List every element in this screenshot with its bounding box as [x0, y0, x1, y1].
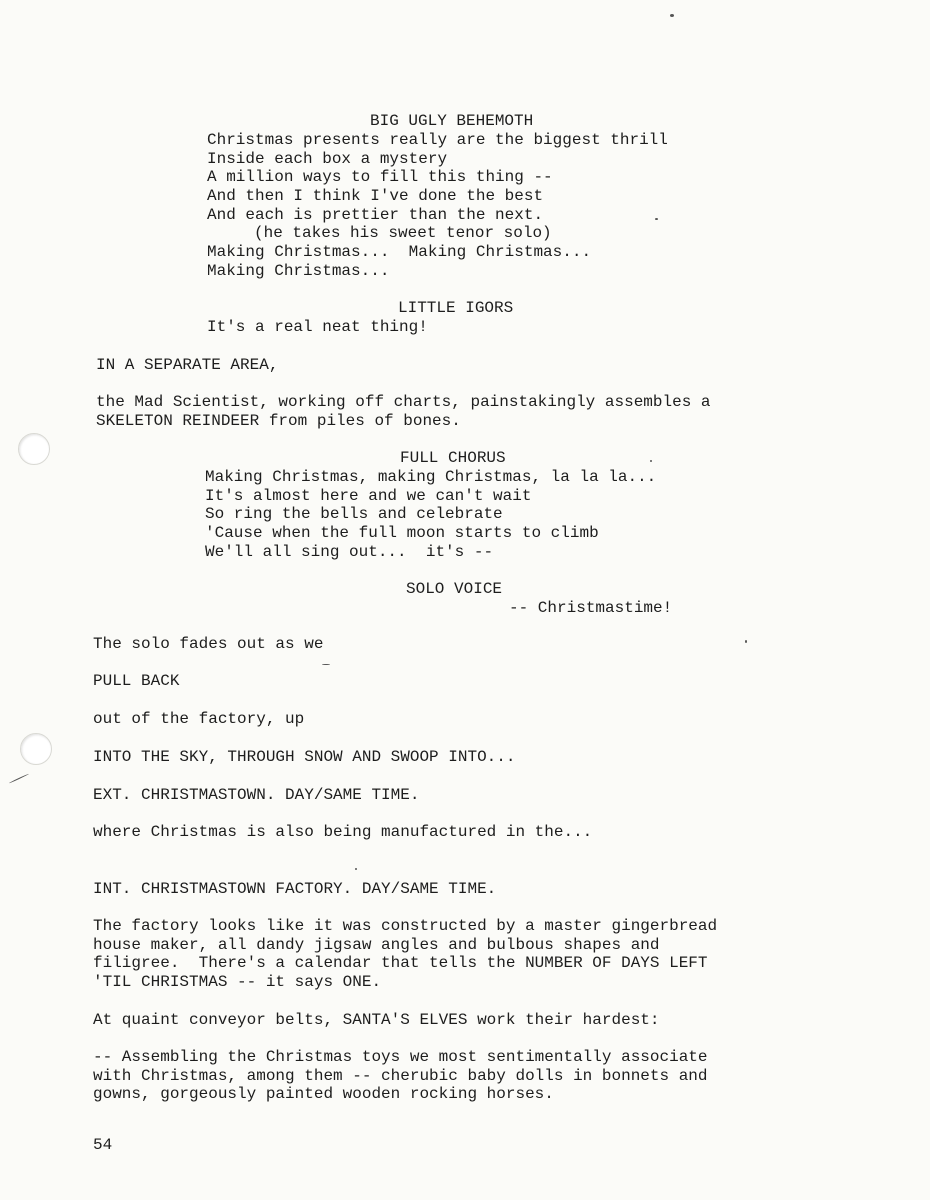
paper-speck — [355, 868, 357, 870]
script-character-line: SOLO VOICE — [406, 580, 503, 598]
script-dialogue-line: And each is prettier than the next. — [207, 205, 544, 224]
script-dialogue-line: It's almost here and we can't wait — [205, 486, 532, 505]
script-action-line: out of the factory, up — [93, 710, 305, 728]
script-dialogue-line: 'Cause when the full moon starts to climb — [205, 524, 599, 543]
script-dialogue-line: Inside each box a mystery — [207, 149, 448, 168]
script-action-line: -- Assembling the Christmas toys we most sentimentally associate — [93, 1048, 708, 1066]
script-action-line: INT. CHRISTMASTOWN FACTORY. DAY/SAME TIME. — [93, 880, 497, 898]
paper-speck — [9, 773, 29, 783]
script-character-line: LITTLE IGORS — [398, 299, 514, 317]
script-action-line: INTO THE SKY, THROUGH SNOW AND SWOOP INTO... — [93, 748, 516, 766]
script-action-line: IN A SEPARATE AREA, — [96, 356, 279, 374]
script-action-line: The solo fades out as we — [93, 635, 324, 653]
script-action-line: At quaint conveyor belts, SANTA'S ELVES work their hardest: — [93, 1011, 660, 1029]
script-dialogue-line: A million ways to fill this thing -- — [207, 168, 553, 187]
script-dialogue-line: We'll all sing out... it's -- — [205, 542, 494, 561]
paper-speck — [650, 460, 652, 462]
script-character-line: BIG UGLY BEHEMOTH — [370, 112, 534, 130]
binder-hole-bottom — [20, 733, 52, 765]
paper-speck — [670, 14, 674, 17]
script-dialogue-line: Christmas presents really are the biggest thrill — [207, 131, 668, 149]
script-dialogue-line: Making Christmas, making Christmas, la la la... — [205, 468, 657, 486]
script-action-line: gowns, gorgeously painted wooden rocking horses. — [93, 1085, 554, 1104]
paper-speck — [655, 218, 658, 220]
script-dialogue-late-line: -- Christmastime! — [509, 599, 673, 617]
script-dialogue-line: And then I think I've done the best — [207, 187, 544, 206]
script-dialogue-line: So ring the bells and celebrate — [205, 505, 503, 524]
script-action-line: the Mad Scientist, working off charts, painstakingly assembles a — [96, 393, 711, 411]
page-number: 54 — [93, 1136, 113, 1154]
paper-speck — [745, 640, 747, 643]
script-dialogue-line: Making Christmas... — [207, 261, 390, 280]
script-action-line: SKELETON REINDEER from piles of bones. — [96, 411, 461, 430]
script-action-line: PULL BACK — [93, 672, 180, 690]
script-action-line: The factory looks like it was constructed by a master gingerbread — [93, 917, 718, 935]
script-action-line: house maker, all dandy jigsaw angles and bulbous shapes and — [93, 935, 660, 954]
script-action-line: with Christmas, among them -- cherubic baby dolls in bonnets and — [93, 1066, 708, 1085]
script-action-line: where Christmas is also being manufactured in the... — [93, 823, 593, 841]
paper-speck — [322, 664, 330, 665]
binder-hole-top — [18, 433, 50, 465]
script-action-line: EXT. CHRISTMASTOWN. DAY/SAME TIME. — [93, 786, 420, 804]
script-action-line: filigree. There's a calendar that tells the NUMBER OF DAYS LEFT — [93, 954, 708, 973]
script-dialogue-line: Making Christmas... Making Christmas... — [207, 243, 592, 261]
script-action-line: 'TIL CHRISTMAS -- it says ONE. — [93, 973, 382, 992]
script-parenthetical-line: (he takes his sweet tenor solo) — [254, 224, 552, 242]
script-dialogue-line: It's a real neat thing! — [207, 318, 428, 336]
script-character-line: FULL CHORUS — [400, 449, 506, 467]
